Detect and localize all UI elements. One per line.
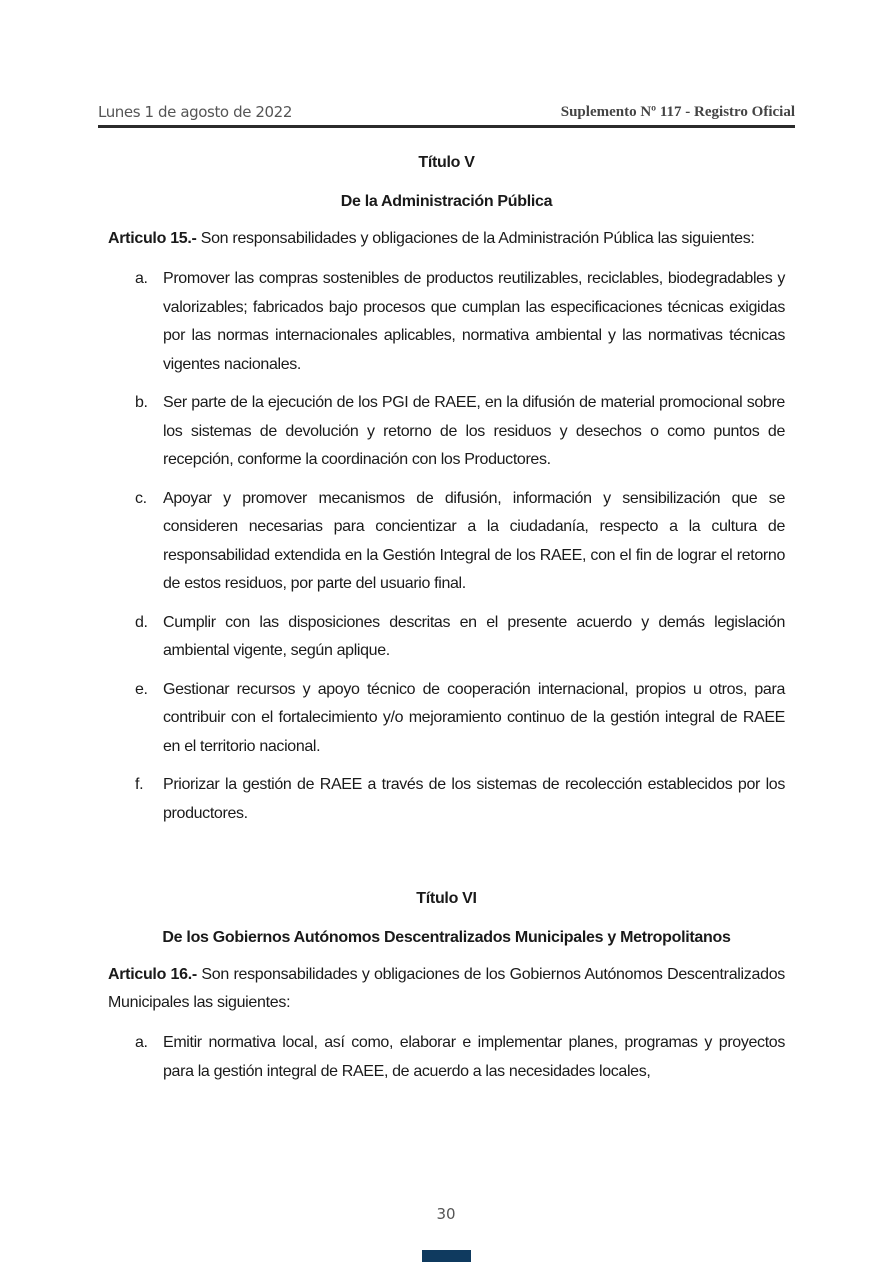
header-date: Lunes 1 de agosto de 2022: [98, 103, 292, 121]
list-item: [108, 676, 785, 762]
section-spacer: [108, 838, 785, 882]
article-text: Son responsabilidades y obligaciones de los Gobiernos Autónomos Descentralizados Municipales las siguientes:: [108, 966, 786, 1011]
list-item: [108, 485, 785, 599]
section-subtitle: De los Gobiernos Autónomos Descentralizados Municipales y Metropolitanos: [162, 929, 731, 946]
list-item-text: Gestionar recursos y apoyo técnico de cooperación internacional, propios u otros, para contribuir con el fortalecimiento y/o mejoramiento continuo de la gestión integral de RAEE en el territorio nacional.: [163, 680, 785, 755]
list-marker: d.: [135, 613, 148, 631]
list-marker: e.: [135, 680, 148, 698]
list-item: [108, 389, 785, 475]
article-paragraph: [108, 961, 785, 1017]
list-marker: f.: [135, 776, 144, 793]
list-item-text: Promover las compras sostenibles de productos reutilizables, reciclables, biodegradables y valorizables; fabricados bajo procesos que cumplan las especificaciones técnicas exigidas por las normas internacionales aplicables, normativa ambiental y las normativas técnicas vigentes nacionales.: [163, 270, 785, 373]
footer-bar: [422, 1250, 471, 1262]
section-title: Título V: [418, 154, 475, 171]
article-text: Son responsabilidades y obligaciones de la Administración Pública las siguientes:: [196, 230, 755, 247]
list-item: [108, 609, 785, 666]
article-paragraph: [108, 225, 785, 253]
list-marker: a.: [135, 270, 148, 287]
list-marker: a.: [135, 1034, 148, 1051]
header-publication: Suplemento Nº 117 - Registro Oficial: [560, 104, 795, 120]
article-label: Articulo 16.-: [108, 966, 197, 983]
list-item-text: Apoyar y promover mecanismos de difusión, información y sensibilización que se consideren necesarias para concientizar a la ciudadanía, respecto a la cultura de responsabilidad extendida en la Gestión Integral de los RAEE, con el fin de lograr el retorno de estos residuos, por parte del usuario final.: [163, 489, 785, 592]
list-item: [108, 1029, 785, 1086]
section-subtitle: De la Administración Pública: [340, 193, 553, 210]
article-label: Articulo 15.-: [108, 230, 197, 247]
list-item: [108, 265, 785, 379]
list-item-text: Emitir normativa local, así como, elaborar e implementar planes, programas y proyectos para la gestión integral de RAEE, de acuerdo a las necesidades locales,: [163, 1034, 785, 1080]
list-item-text: Cumplir con las disposiciones descritas en el presente acuerdo y demás legislación ambiental vigente, según aplique.: [163, 613, 785, 659]
list-item-text: Priorizar la gestión de RAEE a través de los sistemas de recolección establecidos por los productores.: [163, 776, 785, 822]
list-marker: b.: [135, 394, 148, 411]
document-body: [108, 146, 785, 1096]
header-divider: [98, 125, 795, 128]
section-title: Título VI: [416, 890, 477, 907]
list-item: [108, 771, 785, 828]
list-marker: c.: [135, 489, 147, 507]
list-item-text: Ser parte de la ejecución de los PGI de RAEE, en la difusión de material promocional sobre los sistemas de devolución y retorno de los residuos y desechos o como puntos de recepción, conforme la coordinación con los Productores.: [163, 394, 785, 468]
page-number: 30: [436, 1205, 456, 1223]
